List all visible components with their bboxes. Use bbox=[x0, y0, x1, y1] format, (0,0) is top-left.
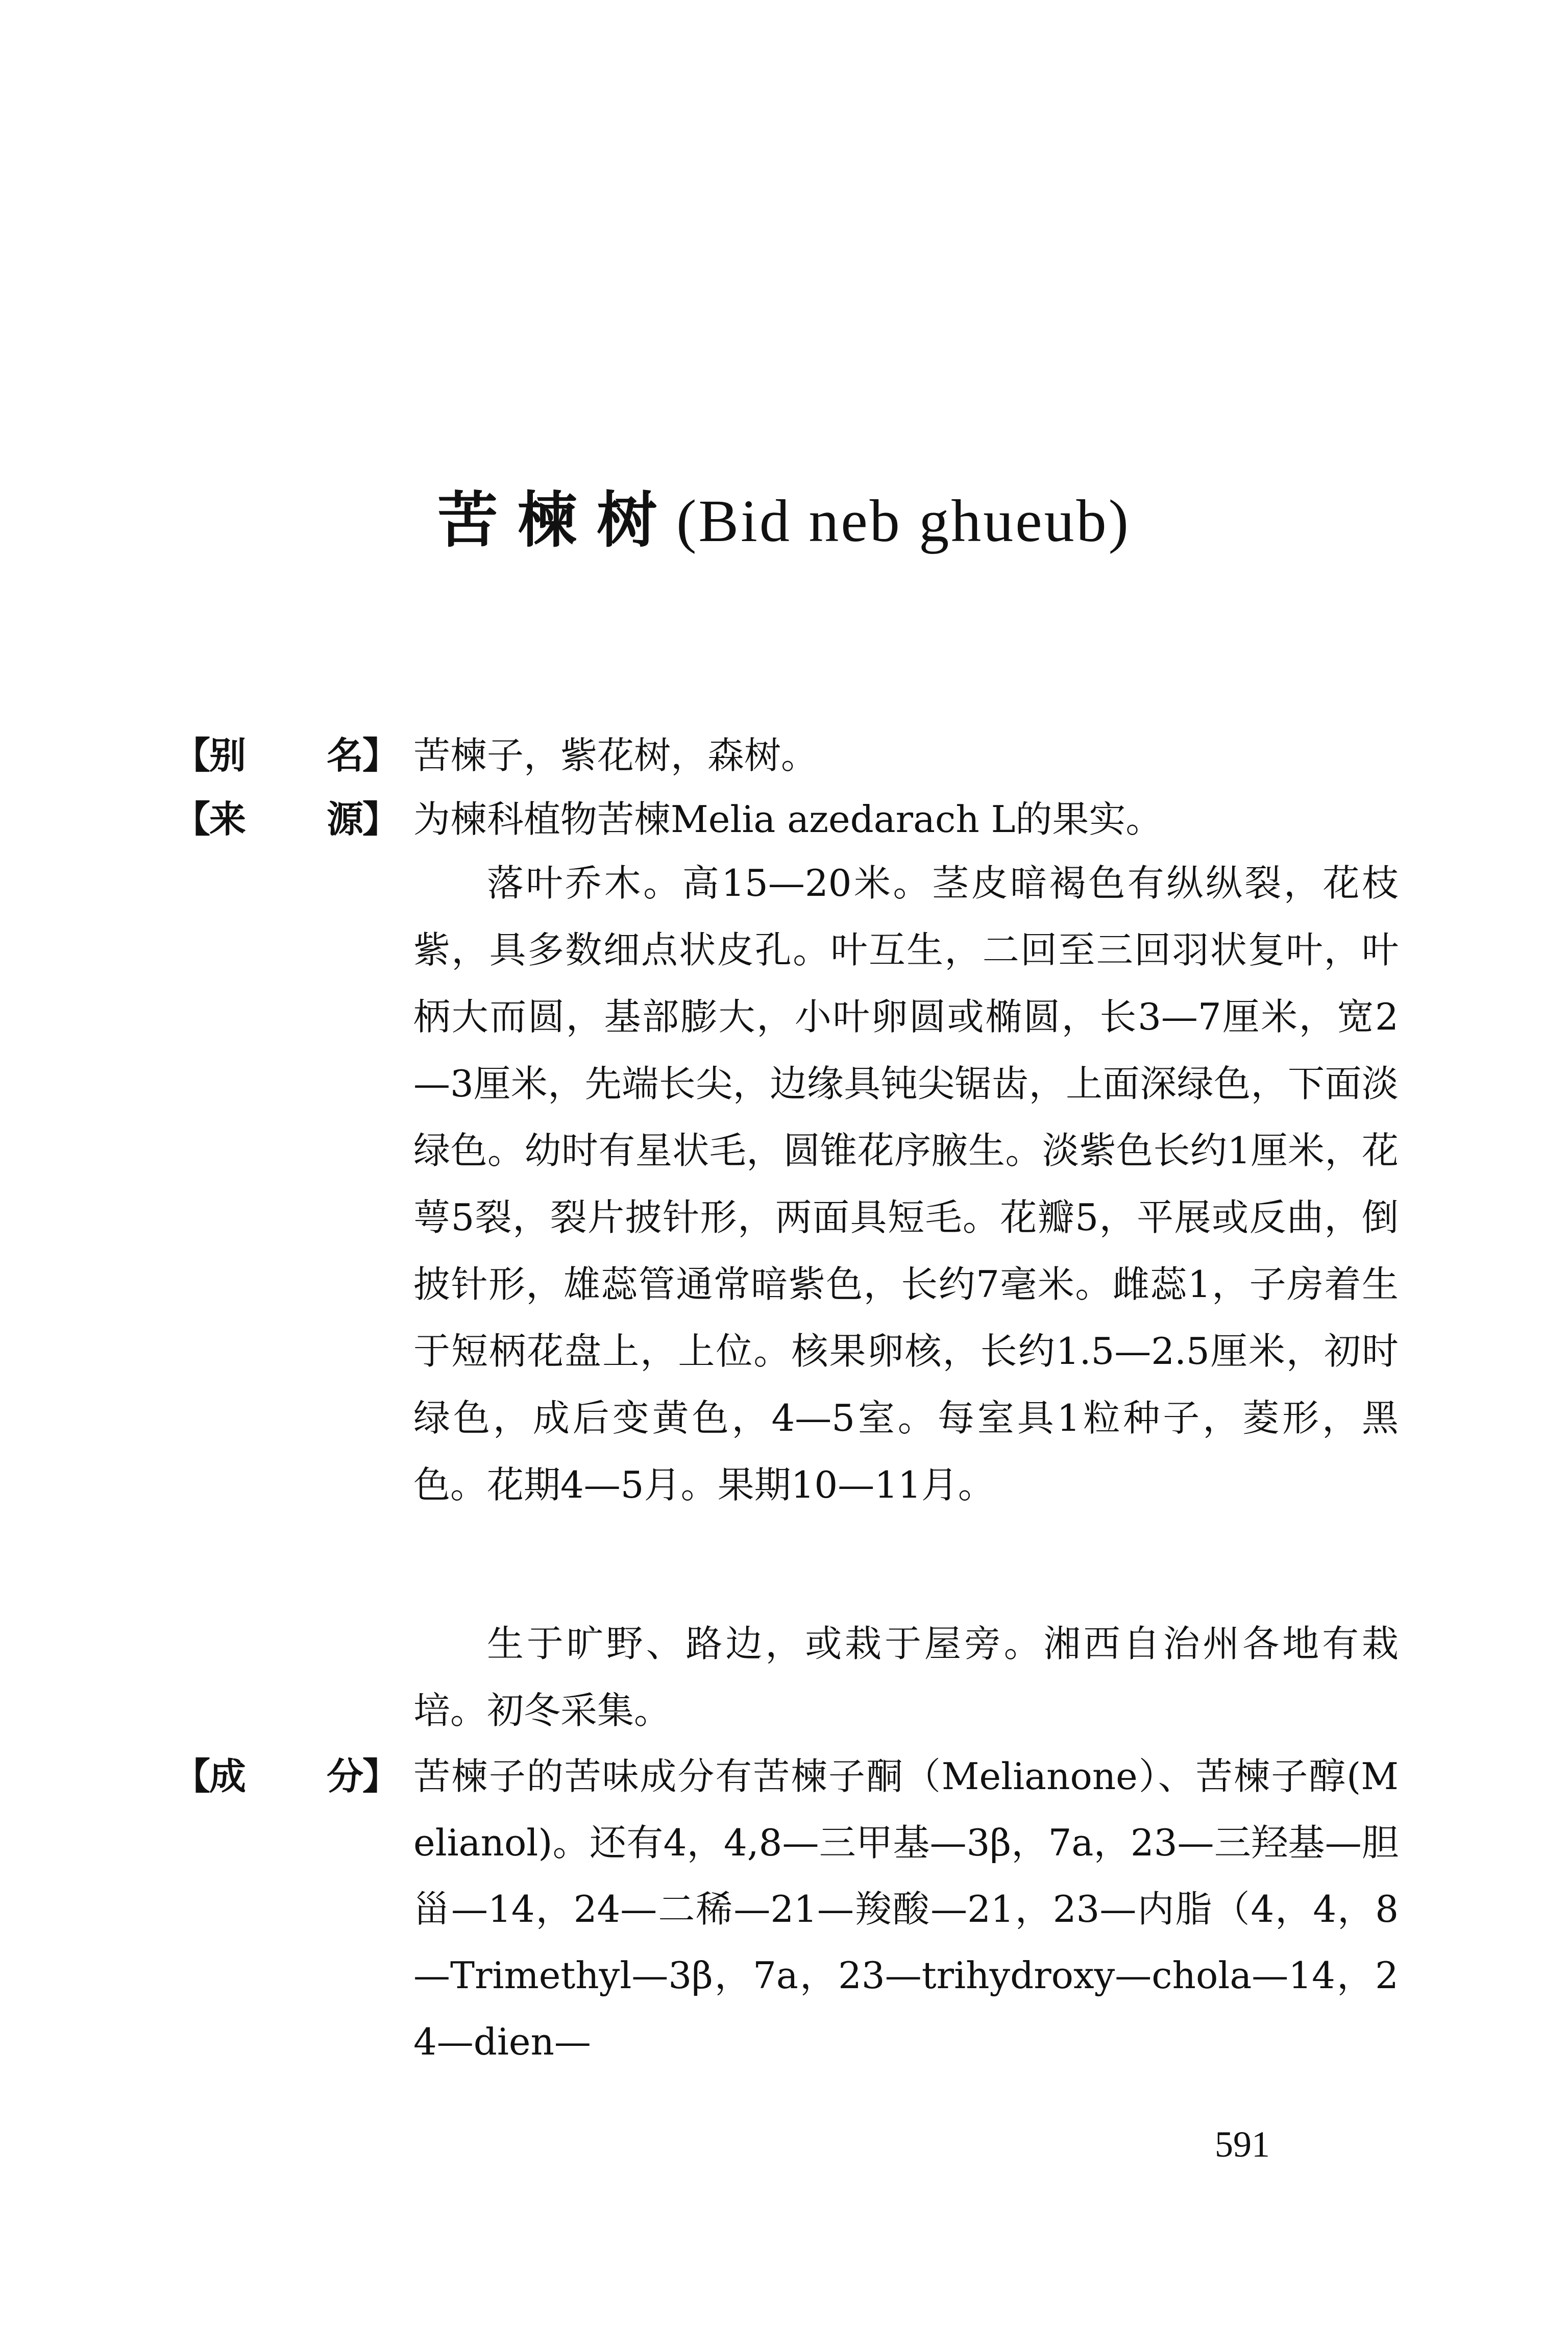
composition-text: 苦楝子的苦味成分有苦楝子酮（Melianone）、苦楝子醇(Melianol)。还有4，4,8—三甲基—3β，7a，23—三羟基—胆甾—14，24—二稀—21—羧酸—21，23—内脂（4，4，8—Trimethyl—3β，7a，23—trihydroxy—chola—14，24—dien— bbox=[413, 1755, 1399, 2063]
page-number: 591 bbox=[1215, 2124, 1270, 2165]
title-chinese: 苦楝树 bbox=[437, 485, 677, 555]
page-title bbox=[0, 485, 1568, 555]
title-latin-name: (Bid neb ghueub) bbox=[676, 487, 1131, 554]
alias-section: 【 别 名 】 苦楝子，紫花树，森树。 bbox=[174, 722, 1399, 789]
source-text: 为楝科植物苦楝Melia azedarach L的果实。 bbox=[413, 798, 1163, 841]
alias-text: 苦楝子，紫花树，森树。 bbox=[413, 734, 818, 777]
composition-section: 【 成 分 】 苦楝子的苦味成分有苦楝子酮（Melianone）、苦楝子醇(Melianol)。还有4，4,8—三甲基—3β，7a，23—三羟基—胆甾—14，24—二稀—21—羧酸—21，23—内脂（4，4，8—Trimethyl—3β，7a，23—trihydroxy—chola—14，24—dien— bbox=[174, 1743, 1399, 2075]
description-paragraph: 落叶乔木。高15—20米。茎皮暗褐色有纵纵裂，花枝紫，具多数细点状皮孔。叶互生，二回至三回羽状复叶，叶柄大而圆，基部膨大，小叶卵圆或椭圆，长3—7厘米，宽2—3厘米，先端长尖，边缘具钝尖锯齿，上面深绿色，下面淡绿色。幼时有星状毛，圆锥花序腋生。淡紫色长约1厘米，花萼5裂，裂片披针形，两面具短毛。花瓣5，平展或反曲，倒披针形，雄蕊管通常暗紫色，长约7毫米。雌蕊1，子房着生于短柄花盘上，上位。核果卵核，长约1.5—2.5厘米，初时绿色，成后变黄色，4—5室。每室具1粒种子，菱形，黑色。花期4—5月。果期10—11月。 bbox=[413, 862, 1399, 1506]
source-section: 【 来 源 】 为楝科植物苦楝Melia azedarach L的果实。 bbox=[174, 786, 1399, 852]
habitat-paragraph: 生于旷野、路边，或栽于屋旁。湘西自治州各地有栽培。初冬采集。 bbox=[413, 1622, 1399, 1732]
